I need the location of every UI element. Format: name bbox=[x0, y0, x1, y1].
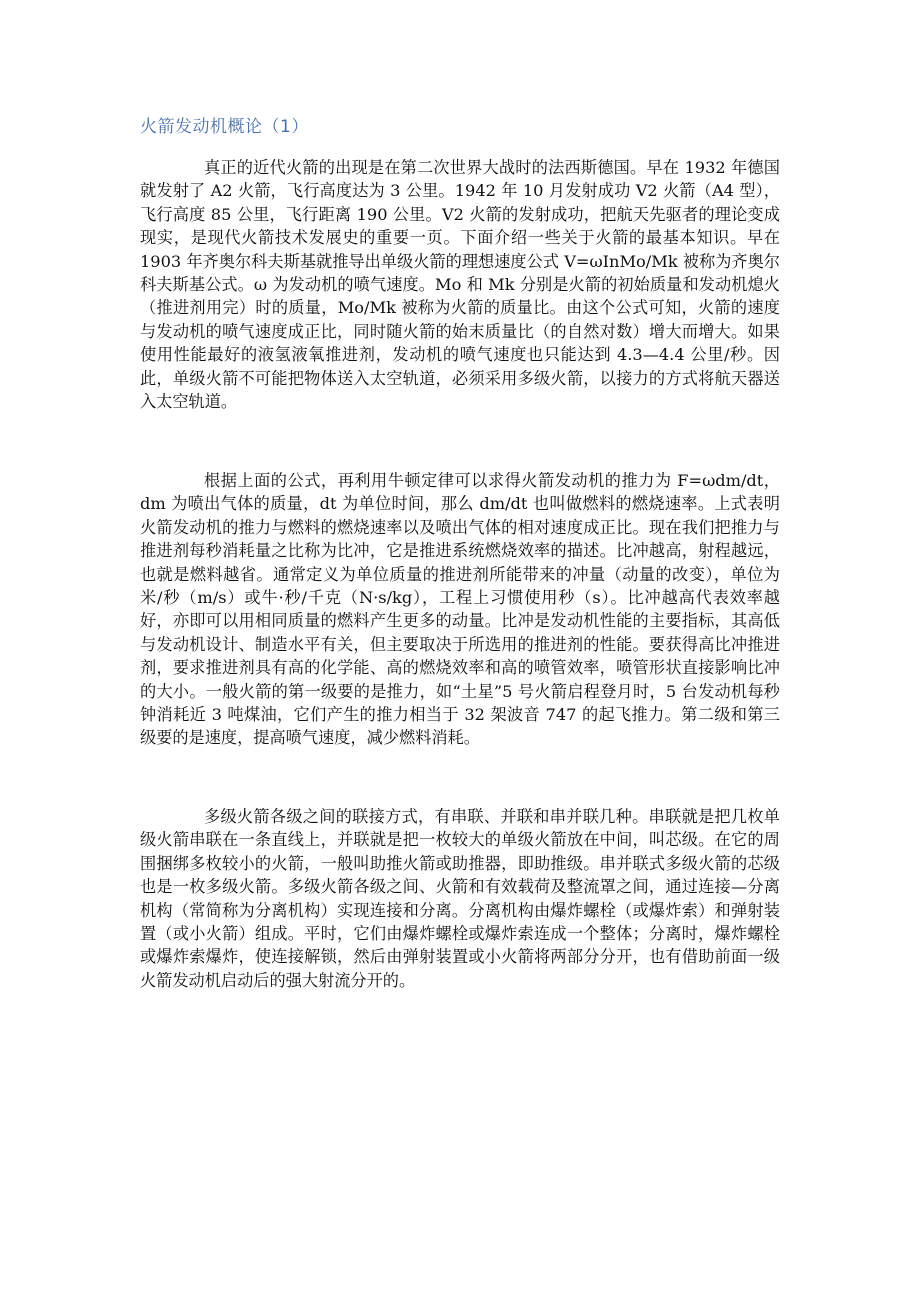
paragraph-3: 多级火箭各级之间的联接方式，有串联、并联和串并联几种。串联就是把几枚单级火箭串联在一条直线上，并联就是把一枚较大的单级火箭放在中间，叫芯级。在它的周围捆绑多枚较小的火箭，一般叫助推火箭或助推器，即助推级。串并联式多级火箭的芯级也是一枚多级火箭。多级火箭各级之间、火箭和有效载荷及整流罩之间，通过连接—分离机构（常简称为分离机构）实现连接和分离。分离机构由爆炸螺栓（或爆炸索）和弹射装置（或小火箭）组成。平时，它们由爆炸螺栓或爆炸索连成一个整体；分离时，爆炸螺栓或爆炸索爆炸，使连接解锁，然后由弹射装置或小火箭将两部分分开，也有借助前面一级火箭发动机启动后的强大射流分开的。 bbox=[140, 807, 780, 990]
document-title: 火箭发动机概论（1） bbox=[140, 117, 309, 137]
paragraph-1: 真正的近代火箭的出现是在第二次世界大战时的法西斯德国。早在 1932 年德国就发射了 A2 火箭，飞行高度达为 3 公里。1942 年 10 月发射成功 V2 火箭（A4 型），飞行高度 85 公里，飞行距离 190 公里。V2 火箭的发射成功，把航天先驱者的理论变成现实，是现代火箭技术发展史的重要一页。下面介绍一些关于火箭的最基本知识。早在 1903 年齐奥尔科夫斯基就推导出单级火箭的理想速度公式 V=ωInMo/Mk 被称为齐奥尔科夫斯基公式。ω 为发动机的喷气速度。Mo 和 Mk 分别是火箭的初始质量和发动机熄火（推进剂用完）时的质量，Mo/Mk 被称为火箭的质量比。由这个公式可知，火箭的速度与发动机的喷气速度成正比，同时随火箭的始末质量比（的自然对数）增大而增大。如果使用性能最好的液氢液氧推进剂，发动机的喷气速度也只能达到 4.3—4.4 公里/秒。因此，单级火箭不可能把物体送入太空轨道，必须采用多级火箭，以接力的方式将航天器送入太空轨道。 bbox=[140, 158, 780, 412]
paragraph-2: 根据上面的公式，再利用牛顿定律可以求得火箭发动机的推力为 F=ωdm/dt，dm 为喷出气体的质量，dt 为单位时间，那么 dm/dt 也叫做燃料的燃烧速率。上式表明火箭发动机的推力与燃料的燃烧速率以及喷出气体的相对速度成正比。现在我们把推力与推进剂每秒消耗量之比称为比冲，它是推进系统燃烧效率的描述。比冲越高，射程越远，也就是燃料越省。通常定义为单位质量的推进剂所能带来的冲量（动量的改变），单位为米/秒（m/s）或牛·秒/千克（N·s/kg），工程上习惯使用秒（s）。比冲越高代表效率越好，亦即可以用相同质量的燃料产生更多的动量。比冲是发动机性能的主要指标，其高低与发动机设计、制造水平有关，但主要取决于所选用的推进剂的性能。要获得高比冲推进剂，要求推进剂具有高的化学能、高的燃烧效率和高的喷管效率，喷管形状直接影响比冲的大小。一般火箭的第一级要的是推力，如“土星”5 号火箭启程登月时，5 台发动机每秒钟消耗近 3 吨煤油，它们产生的推力相当于 32 架波音 747 的起飞推力。第二级和第三级要的是速度，提高喷气速度，减少燃料消耗。 bbox=[140, 471, 780, 748]
